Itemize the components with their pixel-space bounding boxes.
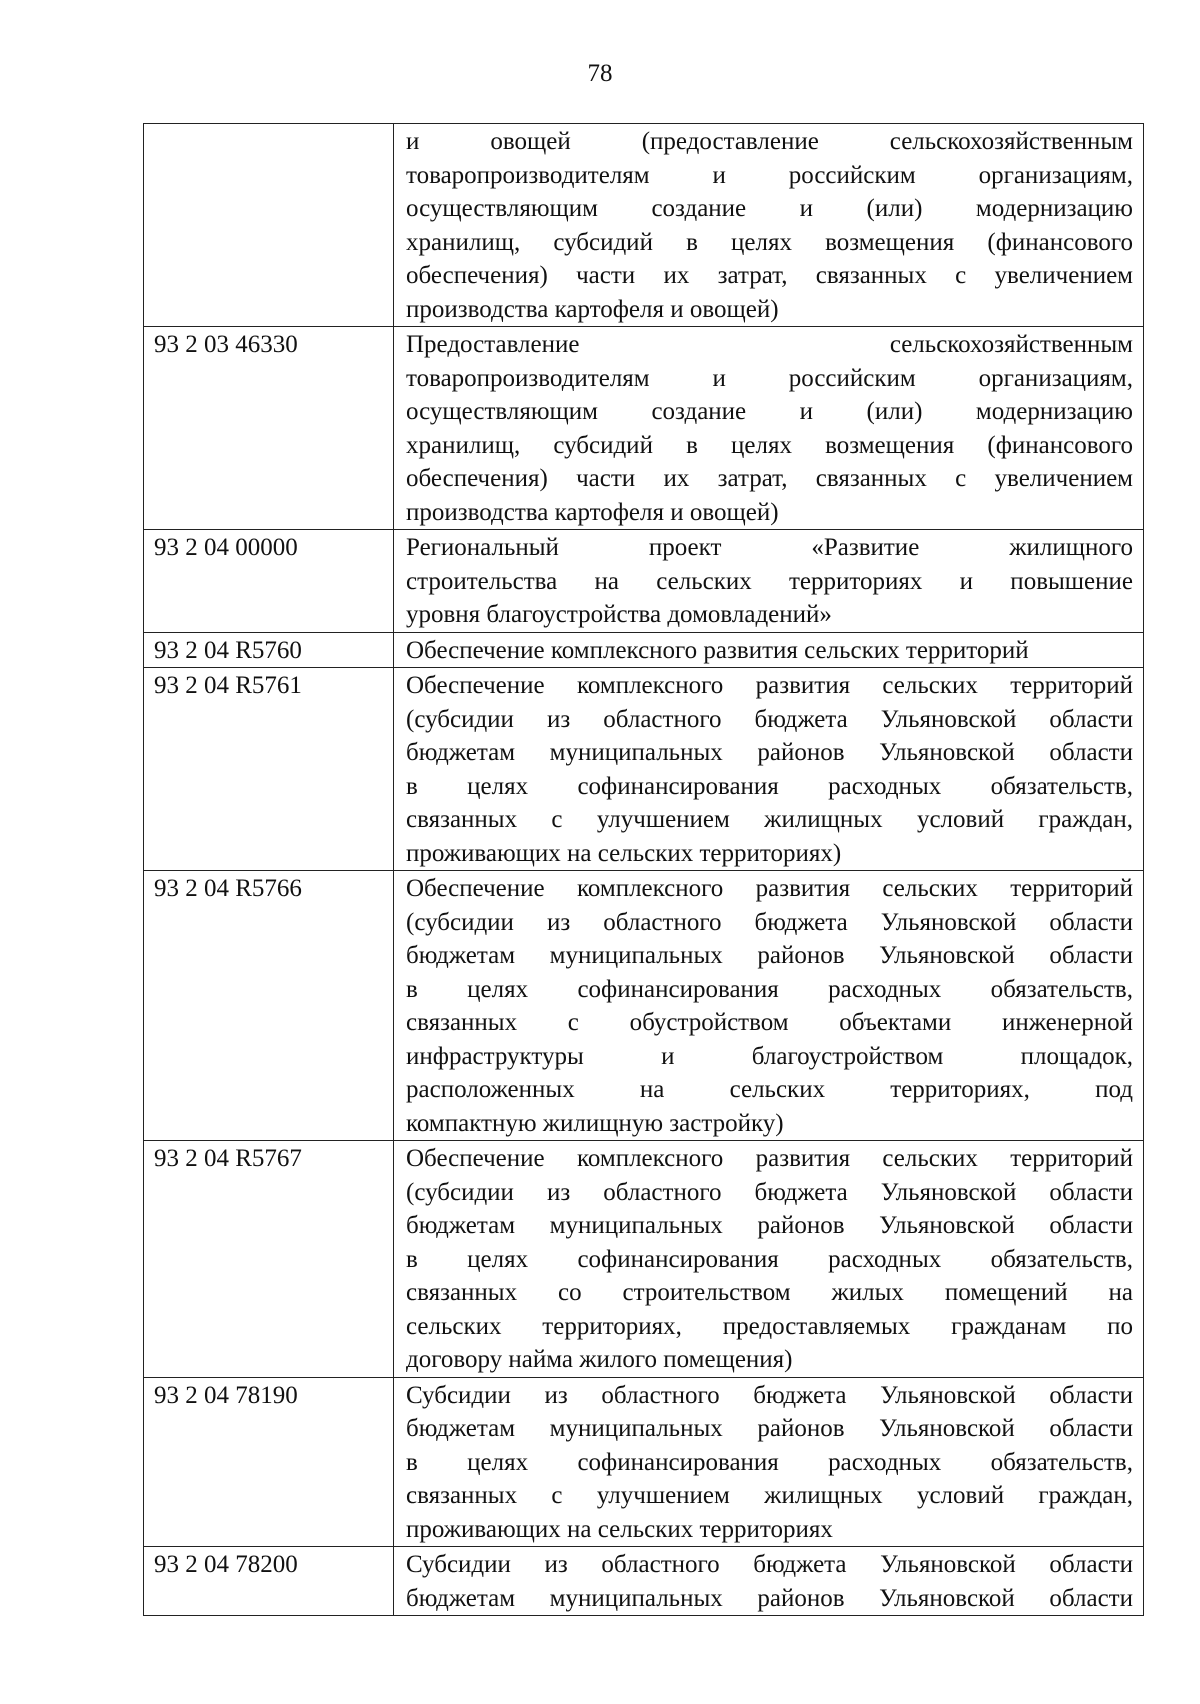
budget-classification-table xyxy=(143,123,1144,1616)
classification-code-cell: 93 2 04 00000 xyxy=(144,530,394,633)
table-row xyxy=(144,327,1144,530)
description-line: товаропроизводителям и российским организациям, xyxy=(406,161,1133,189)
description-line: в целях софинансирования расходных обязательств, xyxy=(406,1245,1133,1273)
description-line: связанных со строительством жилых помещений на xyxy=(406,1279,1133,1306)
description-cell xyxy=(394,530,1144,633)
description-line: производства картофеля и овощей) xyxy=(406,498,779,526)
description-line: обеспечения) части их затрат, связанных с увеличением xyxy=(406,465,1133,492)
description-line: бюджетам муниципальных районов Ульяновской области xyxy=(406,1584,1133,1612)
description-line: строительства на сельских территориях и повышение xyxy=(406,567,1133,595)
classification-code-cell: 93 2 04 R5766 xyxy=(144,871,394,1141)
table-row xyxy=(144,632,1144,668)
table-row xyxy=(144,871,1144,1141)
classification-code-cell: 93 2 04 R5761 xyxy=(144,668,394,871)
description-line: договору найма жилого помещения) xyxy=(406,1346,793,1373)
description-cell xyxy=(394,668,1144,871)
description-line: сельских территориях, предоставляемых гражданам по xyxy=(406,1312,1133,1340)
description-line: Субсидии из областного бюджета Ульяновской области xyxy=(406,1551,1133,1578)
table-row xyxy=(144,668,1144,871)
description-line: бюджетам муниципальных районов Ульяновской области xyxy=(406,1415,1133,1442)
description-line: бюджетам муниципальных районов Ульяновской области xyxy=(406,942,1133,969)
description-line: (субсидии из областного бюджета Ульяновской области xyxy=(406,1178,1133,1206)
description-cell xyxy=(394,124,1144,327)
description-line: Обеспечение комплексного развития сельских территорий xyxy=(406,875,1133,902)
description-line: осуществляющим создание и (или) модернизацию xyxy=(406,195,1133,222)
table-row xyxy=(144,530,1144,633)
table-row xyxy=(144,1141,1144,1378)
description-line: Обеспечение комплексного развития сельских территорий xyxy=(406,636,1029,664)
description-cell xyxy=(394,632,1144,668)
description-line: в целях софинансирования расходных обязательств, xyxy=(406,1448,1133,1476)
description-line: Региональный проект «Развитие жилищного xyxy=(406,534,1133,561)
table-row xyxy=(144,1547,1144,1616)
classification-code-cell: 93 2 04 R5767 xyxy=(144,1141,394,1378)
table-row xyxy=(144,124,1144,327)
description-line: и овощей (предоставление сельскохозяйственным xyxy=(406,128,1133,155)
description-cell xyxy=(394,1547,1144,1616)
description-line: связанных с улучшением жилищных условий граждан, xyxy=(406,806,1133,833)
description-cell xyxy=(394,1141,1144,1378)
description-line: связанных с улучшением жилищных условий граждан, xyxy=(406,1482,1133,1509)
page-number: 78 xyxy=(587,60,613,87)
description-line: в целях софинансирования расходных обязательств, xyxy=(406,772,1133,800)
description-line: расположенных на сельских территориях, под xyxy=(406,1076,1133,1103)
description-line: (субсидии из областного бюджета Ульяновской области xyxy=(406,908,1133,936)
description-line: Субсидии из областного бюджета Ульяновской области xyxy=(406,1381,1133,1409)
description-line: хранилищ, субсидий в целях возмещения (финансового xyxy=(406,431,1133,459)
description-cell xyxy=(394,871,1144,1141)
description-line: товаропроизводителям и российским организациям, xyxy=(406,364,1133,392)
description-line: бюджетам муниципальных районов Ульяновской области xyxy=(406,1212,1133,1239)
classification-code-cell: 93 2 04 78190 xyxy=(144,1377,394,1547)
description-line: хранилищ, субсидий в целях возмещения (финансового xyxy=(406,228,1133,256)
description-line: в целях софинансирования расходных обязательств, xyxy=(406,975,1133,1003)
table-body xyxy=(144,124,1144,1616)
description-line: Обеспечение комплексного развития сельских территорий xyxy=(406,672,1133,699)
classification-code-cell: 93 2 04 78200 xyxy=(144,1547,394,1616)
description-line: проживающих на сельских территориях xyxy=(406,1515,833,1543)
description-line: уровня благоустройства домовладений» xyxy=(406,601,832,628)
description-line: компактную жилищную застройку) xyxy=(406,1109,784,1137)
description-line: обеспечения) части их затрат, связанных с увеличением xyxy=(406,262,1133,289)
description-line: проживающих на сельских территориях) xyxy=(406,839,842,867)
description-line: осуществляющим создание и (или) модернизацию xyxy=(406,398,1133,425)
description-line: Обеспечение комплексного развития сельских территорий xyxy=(406,1145,1133,1172)
description-line: бюджетам муниципальных районов Ульяновской области xyxy=(406,739,1133,766)
classification-code-cell: 93 2 04 R5760 xyxy=(144,632,394,668)
classification-code-cell: 93 2 03 46330 xyxy=(144,327,394,530)
table-row xyxy=(144,1377,1144,1547)
description-cell xyxy=(394,1377,1144,1547)
description-line: инфраструктуры и благоустройством площадок, xyxy=(406,1042,1133,1070)
description-line: (субсидии из областного бюджета Ульяновской области xyxy=(406,705,1133,733)
description-cell xyxy=(394,327,1144,530)
description-line: Предоставление сельскохозяйственным xyxy=(406,331,1133,358)
classification-code-cell xyxy=(144,124,394,327)
description-line: связанных с обустройством объектами инженерной xyxy=(406,1009,1133,1036)
description-line: производства картофеля и овощей) xyxy=(406,295,779,323)
